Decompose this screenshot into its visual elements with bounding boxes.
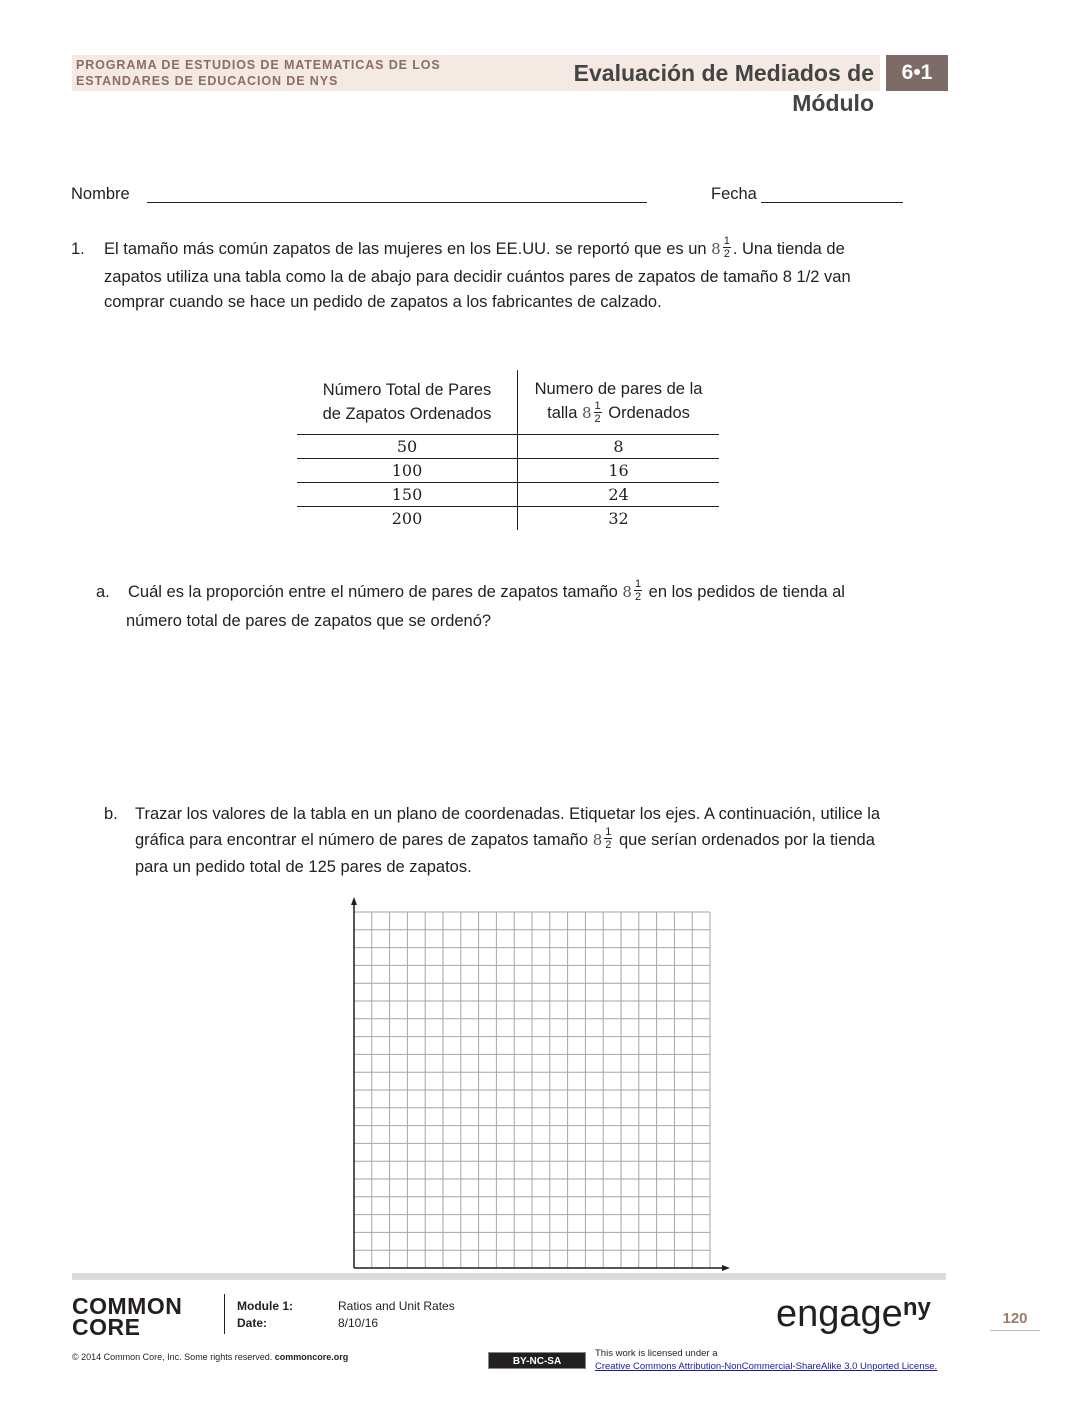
module-label: Module 1: <box>237 1299 293 1313</box>
part-a-label: a. <box>96 583 110 601</box>
table-cell: 150 <box>297 483 518 507</box>
date-field[interactable] <box>761 202 903 203</box>
part-b-label: b. <box>104 805 118 823</box>
table-row <box>297 459 719 483</box>
license-text: This work is licensed under a <box>595 1348 718 1359</box>
footer-rule <box>72 1273 946 1280</box>
program-title-line2: ESTANDARES DE EDUCACION DE NYS <box>76 74 339 88</box>
question-text-line3: comprar cuando se hace un pedido de zapatos a los fabricantes de calzado. <box>104 293 662 311</box>
y-axis-arrow-icon <box>351 897 357 905</box>
table-header-size: Numero de pares de la talla 8 $\frac{1}{2}$ Ordenados <box>518 370 720 435</box>
program-title <box>76 57 476 89</box>
table-cell: 50 <box>297 435 518 459</box>
copyright: © 2014 Common Core, Inc. Some rights reserved. commoncore.org <box>72 1352 349 1362</box>
part-b-line3: para un pedido total de 125 pares de zapatos. <box>135 858 472 876</box>
table-cell: 8 <box>518 435 720 459</box>
date-footer-value: 8/10/16 <box>338 1316 379 1330</box>
part-a-line1: Cuál es la proporción entre el número de pares de zapatos tamaño 8 $\frac{1}{2}$ en los pedidos de tienda al <box>128 578 845 604</box>
part-a-line2: número total de pares de zapatos que se ordenó? <box>126 612 492 630</box>
footer-divider <box>224 1294 225 1334</box>
question-text-line2: zapatos utiliza una tabla como la de abajo para decidir cuántos pares de zapatos de tamaño 8 1/2 van <box>104 268 851 286</box>
shoe-order-table <box>297 370 719 530</box>
table-cell: 32 <box>608 509 629 528</box>
grid-lines <box>354 912 710 1268</box>
date-footer-label: Date: <box>237 1316 268 1330</box>
name-label: Nombre <box>71 185 130 203</box>
table-cell: 100 <box>297 459 518 483</box>
mixed-number-whole: 8 <box>711 240 721 258</box>
assessment-title: Evaluación de Mediados de Módulo <box>573 60 874 116</box>
question-number: 1. <box>71 240 85 258</box>
table-header-total: Número Total de Pares de Zapatos Ordenados <box>297 370 518 435</box>
table-cell: 24 <box>518 483 720 507</box>
x-axis-arrow-icon <box>722 1265 730 1271</box>
license-link[interactable]: Creative Commons Attribution-NonCommercial-ShareAlike 3.0 Unported License. <box>595 1361 938 1372</box>
table-row <box>297 435 719 459</box>
part-b-line1: Trazar los valores de la tabla en un plano de coordenadas. Etiquetar los ejes. A continuación, utilice la <box>135 805 881 823</box>
table-cell: 16 <box>518 459 720 483</box>
program-title-line1: PROGRAMA DE ESTUDIOS DE MATEMATICAS DE LOS <box>76 58 441 72</box>
date-label: Fecha <box>711 185 757 203</box>
question-text-line1: El tamaño más común zapatos de las mujeres en los EE.UU. se reportó que es un 8 $\frac{1}{2}$ . Una tienda de <box>104 235 845 261</box>
fraction-half: $\frac{1}{2}$ <box>723 235 730 261</box>
name-field[interactable] <box>147 202 647 203</box>
page-number: 120 <box>990 1308 1040 1331</box>
common-core-logo: COMMON CORE <box>72 1293 183 1340</box>
engageny-logo: engage$^{ny}$ <box>776 1293 931 1335</box>
coordinate-grid[interactable] <box>340 895 736 1280</box>
cc-license-badge[interactable]: BY-NC-SA <box>488 1352 586 1369</box>
table-row <box>297 507 719 531</box>
module-value: Ratios and Unit Rates <box>338 1299 455 1313</box>
grade-module-badge: 6•1 <box>886 55 948 91</box>
table-cell: 200 <box>297 507 518 531</box>
table-row <box>297 483 719 507</box>
part-b-line2: gráfica para encontrar el número de pares de zapatos tamaño 8 $\frac{1}{2}$ que serían ordenados por la tienda <box>135 826 875 852</box>
